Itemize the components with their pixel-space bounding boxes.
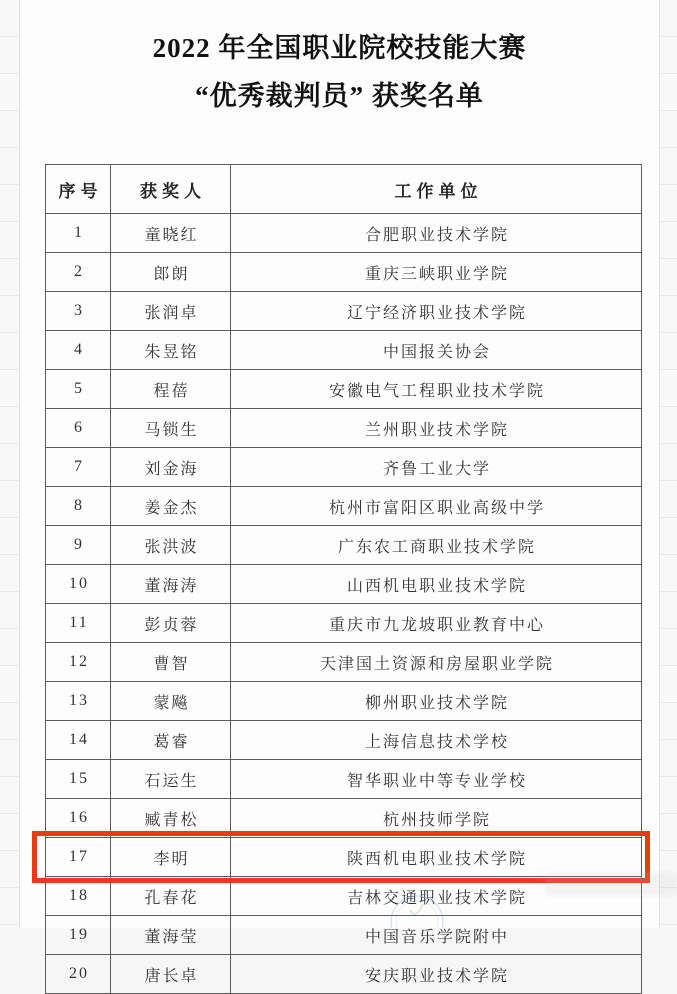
cell-winner: 董海莹 xyxy=(111,916,231,955)
table-row xyxy=(46,214,642,253)
table-header-row xyxy=(46,165,642,214)
spreadsheet-gridlines-right xyxy=(659,0,677,928)
cell-winner: 曹智 xyxy=(111,643,231,682)
award-table-container xyxy=(45,164,641,994)
table-row xyxy=(46,604,642,643)
table-row xyxy=(46,253,642,292)
document-page xyxy=(20,0,659,985)
cell-number: 4 xyxy=(46,331,111,370)
cell-work-unit: 中国音乐学院附中 xyxy=(231,916,642,955)
cell-work-unit: 中国报关协会 xyxy=(231,331,642,370)
table-row xyxy=(46,955,642,994)
cell-number: 8 xyxy=(46,487,111,526)
cell-number: 16 xyxy=(46,799,111,838)
table-row xyxy=(46,370,642,409)
cell-winner: 马锁生 xyxy=(111,409,231,448)
cell-number: 15 xyxy=(46,760,111,799)
column-header-work-unit: 工作单位 xyxy=(231,165,642,214)
cell-work-unit: 重庆市九龙坡职业教育中心 xyxy=(231,604,642,643)
cell-work-unit: 兰州职业技术学院 xyxy=(231,409,642,448)
cell-winner: 童晓红 xyxy=(111,214,231,253)
table-row xyxy=(46,838,642,877)
table-row xyxy=(46,487,642,526)
cell-number: 2 xyxy=(46,253,111,292)
table-row xyxy=(46,565,642,604)
cell-winner: 蒙飚 xyxy=(111,682,231,721)
cell-number: 18 xyxy=(46,877,111,916)
cell-work-unit: 柳州职业技术学院 xyxy=(231,682,642,721)
cell-winner: 唐长卓 xyxy=(111,955,231,994)
cell-winner: 孔春花 xyxy=(111,877,231,916)
cell-work-unit: 吉林交通职业技术学院 xyxy=(231,877,642,916)
cell-number: 13 xyxy=(46,682,111,721)
cell-number: 19 xyxy=(46,916,111,955)
cell-work-unit: 安庆职业技术学院 xyxy=(231,955,642,994)
cell-winner: 石运生 xyxy=(111,760,231,799)
cell-work-unit: 辽宁经济职业技术学院 xyxy=(231,292,642,331)
table-row xyxy=(46,448,642,487)
spreadsheet-gridlines-left xyxy=(0,0,20,928)
cell-number: 20 xyxy=(46,955,111,994)
table-row xyxy=(46,292,642,331)
table-row xyxy=(46,643,642,682)
table-row xyxy=(46,760,642,799)
cell-work-unit: 陕西机电职业技术学院 xyxy=(231,838,642,877)
table-row xyxy=(46,799,642,838)
cell-winner: 张洪波 xyxy=(111,526,231,565)
table-row xyxy=(46,331,642,370)
circular-stamp-watermark-icon xyxy=(385,890,449,928)
document-title-line-2: “优秀裁判员” 获奖名单 xyxy=(195,81,484,111)
cell-work-unit: 杭州市富阳区职业高级中学 xyxy=(231,487,642,526)
cell-work-unit: 合肥职业技术学院 xyxy=(231,214,642,253)
cell-work-unit: 安徽电气工程职业技术学院 xyxy=(231,370,642,409)
table-row xyxy=(46,526,642,565)
cell-number: 14 xyxy=(46,721,111,760)
cell-number: 6 xyxy=(46,409,111,448)
cell-number: 10 xyxy=(46,565,111,604)
cell-winner: 葛睿 xyxy=(111,721,231,760)
cell-winner: 张润卓 xyxy=(111,292,231,331)
cell-winner: 姜金杰 xyxy=(111,487,231,526)
award-table xyxy=(45,164,642,994)
faint-watermark-smudge xyxy=(545,872,677,896)
document-title-line-1: 2022 年全国职业院校技能大赛 xyxy=(152,33,527,63)
cell-number: 7 xyxy=(46,448,111,487)
table-row xyxy=(46,916,642,955)
table-row xyxy=(46,721,642,760)
cell-work-unit: 齐鲁工业大学 xyxy=(231,448,642,487)
cell-work-unit: 天津国土资源和房屋职业学院 xyxy=(231,643,642,682)
column-header-winner: 获奖人 xyxy=(111,165,231,214)
cell-work-unit: 智华职业中等专业学校 xyxy=(231,760,642,799)
cell-number: 12 xyxy=(46,643,111,682)
cell-winner: 郎朗 xyxy=(111,253,231,292)
cell-work-unit: 山西机电职业技术学院 xyxy=(231,565,642,604)
cell-work-unit: 广东农工商职业技术学院 xyxy=(231,526,642,565)
cell-number: 3 xyxy=(46,292,111,331)
column-header-number: 序号 xyxy=(46,165,111,214)
cell-work-unit: 上海信息技术学校 xyxy=(231,721,642,760)
cell-winner: 臧青松 xyxy=(111,799,231,838)
cell-number: 5 xyxy=(46,370,111,409)
cell-winner: 朱昱铭 xyxy=(111,331,231,370)
cell-number: 1 xyxy=(46,214,111,253)
cell-winner: 李明 xyxy=(111,838,231,877)
cell-winner: 刘金海 xyxy=(111,448,231,487)
cell-number: 9 xyxy=(46,526,111,565)
table-row xyxy=(46,682,642,721)
cell-winner: 程蓓 xyxy=(111,370,231,409)
cell-winner: 彭贞蓉 xyxy=(111,604,231,643)
cell-number: 17 xyxy=(46,838,111,877)
cell-number: 11 xyxy=(46,604,111,643)
cell-work-unit: 重庆三峡职业学院 xyxy=(231,253,642,292)
cell-work-unit: 杭州技师学院 xyxy=(231,799,642,838)
table-row xyxy=(46,409,642,448)
cell-winner: 董海涛 xyxy=(111,565,231,604)
